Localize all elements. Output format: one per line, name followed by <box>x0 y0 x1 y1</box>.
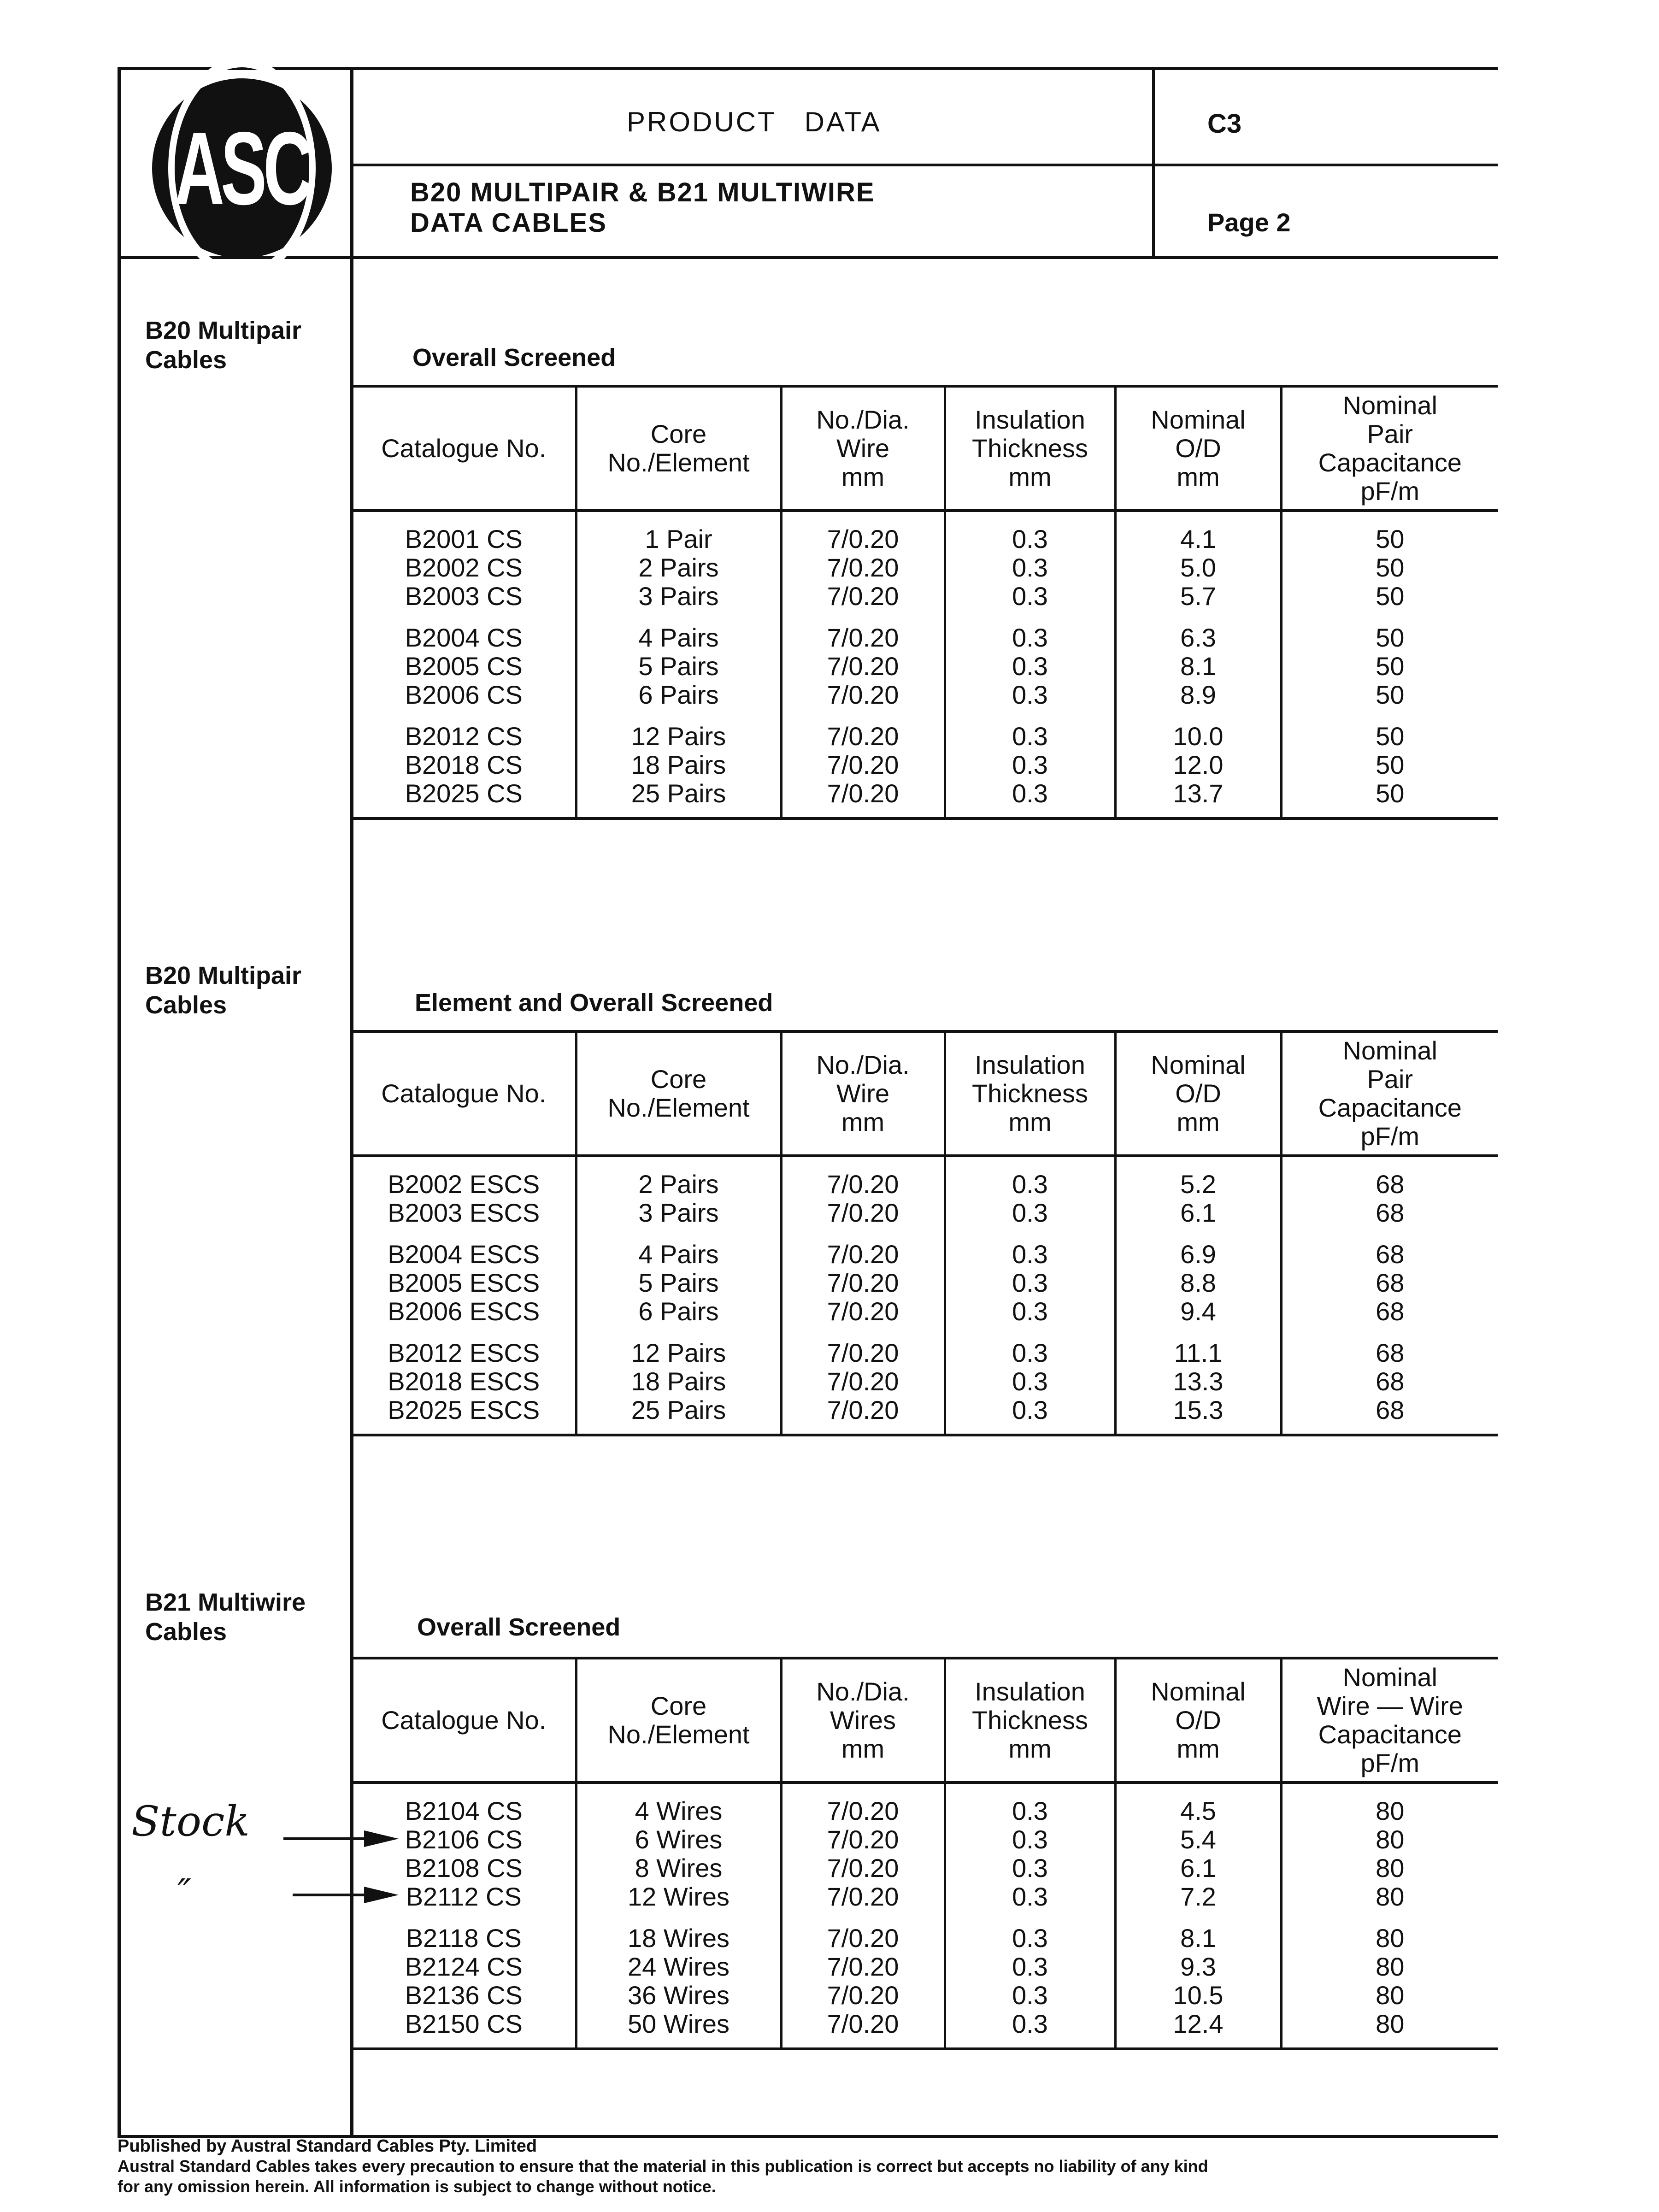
table-cell: 36 Wires <box>628 1981 729 2010</box>
table-cell: B2003 ESCS <box>388 1198 540 1227</box>
table-cell: 2 Pairs <box>638 553 719 582</box>
row-group <box>577 722 780 808</box>
table-cell: 0.3 <box>1012 1825 1048 1854</box>
section2-side-label <box>145 961 301 1020</box>
table-cell: 80 <box>1376 1924 1405 1953</box>
table-cell: 50 <box>1376 722 1405 751</box>
table-cell: 6 Pairs <box>638 1297 719 1326</box>
row-group <box>353 722 575 808</box>
row-group <box>1117 525 1280 611</box>
table-cell: 4 Pairs <box>638 1240 719 1269</box>
table-cell: 7/0.20 <box>827 1198 899 1227</box>
table-cell: 4 Pairs <box>638 623 719 652</box>
table-cell: 50 <box>1376 553 1405 582</box>
page-number: Page 2 <box>1207 208 1291 237</box>
table-cell: 50 <box>1376 750 1405 779</box>
row-group <box>1117 1240 1280 1326</box>
table-header-row <box>353 1658 1498 1783</box>
row-group <box>577 1339 780 1424</box>
table-cell: B2118 CS <box>406 1924 522 1953</box>
table-cell: 3 Pairs <box>638 1198 719 1227</box>
table-cell: 5.4 <box>1180 1825 1216 1854</box>
table-cell: 5 Pairs <box>638 652 719 681</box>
section1-side-label <box>145 316 301 375</box>
table-cell: 8.1 <box>1180 652 1216 681</box>
table-cell: B2003 CS <box>405 582 523 611</box>
column-header: Nominal O/D mm <box>1115 1658 1281 1783</box>
side-label-line1: B20 Multipair <box>145 962 302 989</box>
document-title: PRODUCT DATA <box>627 106 882 137</box>
column-header: Core No./Element <box>576 1658 781 1783</box>
asc-logo <box>152 78 332 258</box>
table-column-cell <box>1281 1783 1498 2049</box>
column-header: No./Dia. Wire mm <box>781 386 945 511</box>
row-group <box>782 1170 944 1227</box>
table-cell: 7/0.20 <box>827 1338 899 1367</box>
table-cell: 6 Pairs <box>638 680 719 709</box>
column-header: Nominal O/D mm <box>1115 386 1281 511</box>
table-cell: 2 Pairs <box>638 1170 719 1199</box>
table-cell: B2124 CS <box>405 1952 523 1981</box>
table-cell: 7/0.20 <box>827 1853 899 1883</box>
column-header: Catalogue No. <box>353 1658 576 1783</box>
table-cell: 6.1 <box>1180 1853 1216 1883</box>
table-column-cell <box>576 511 781 818</box>
table-cell: 0.3 <box>1012 1924 1048 1953</box>
row-group <box>946 722 1114 808</box>
table-cell: 7/0.20 <box>827 623 899 652</box>
table-cell: B2150 CS <box>405 2009 523 2038</box>
row-group <box>782 624 944 709</box>
table-cell: 0.3 <box>1012 1198 1048 1227</box>
table-cell: B2112 CS <box>406 1882 522 1911</box>
table-column-cell <box>1281 1156 1498 1435</box>
table-cell: 68 <box>1376 1268 1405 1297</box>
table-column-cell <box>1115 511 1281 818</box>
header-mid-rule <box>350 164 1498 166</box>
table-cell: 7/0.20 <box>827 1268 899 1297</box>
table-cell: 7/0.20 <box>827 524 899 553</box>
table-cell: 7.2 <box>1180 1882 1216 1911</box>
row-group <box>782 1339 944 1424</box>
section3-side-label <box>145 1588 306 1647</box>
table-cell: 7/0.20 <box>827 750 899 779</box>
table-cell: 68 <box>1376 1240 1405 1269</box>
table-cell: 7/0.20 <box>827 1981 899 2010</box>
table-cell: 7/0.20 <box>827 1825 899 1854</box>
table-cell: 0.3 <box>1012 1796 1048 1825</box>
table-cell: 0.3 <box>1012 750 1048 779</box>
table-cell: 7/0.20 <box>827 1367 899 1396</box>
row-group <box>1117 1339 1280 1424</box>
table-cell: 24 Wires <box>628 1952 729 1981</box>
row-group <box>1117 1924 1280 2038</box>
table-column-cell <box>945 1156 1115 1435</box>
table-cell: 7/0.20 <box>827 722 899 751</box>
table-cell: 3 Pairs <box>638 582 719 611</box>
table-column-cell <box>576 1783 781 2049</box>
column-header: Nominal Pair Capacitance pF/m <box>1281 1031 1498 1156</box>
arrow-icon <box>293 1881 399 1909</box>
column-header: No./Dia. Wires mm <box>781 1658 945 1783</box>
table-cell: 0.3 <box>1012 2009 1048 2038</box>
subtitle-line1: B20 MULTIPAIR & B21 MULTIWIRE <box>410 177 875 207</box>
table-cell: 6.3 <box>1180 623 1216 652</box>
table-cell: 12 Pairs <box>631 722 726 751</box>
table-cell: 0.3 <box>1012 652 1048 681</box>
table-cell: 0.3 <box>1012 1297 1048 1326</box>
table-cell: 18 Wires <box>628 1924 729 1953</box>
table-cell: 7/0.20 <box>827 652 899 681</box>
row-group <box>577 624 780 709</box>
row-group <box>1282 1240 1498 1326</box>
table-cell: 80 <box>1376 1882 1405 1911</box>
table-cell: 8.9 <box>1180 680 1216 709</box>
table-column-cell <box>353 1783 576 2049</box>
table-column-cell <box>781 511 945 818</box>
row-group <box>1117 722 1280 808</box>
table-cell: 68 <box>1376 1198 1405 1227</box>
row-group <box>577 1240 780 1326</box>
table-cell: 68 <box>1376 1170 1405 1199</box>
table-cell: 15.3 <box>1173 1395 1224 1424</box>
table-cell: 12.4 <box>1173 2009 1224 2038</box>
table-cell: 0.3 <box>1012 1338 1048 1367</box>
table-cell: 80 <box>1376 2009 1405 2038</box>
row-group <box>1282 722 1498 808</box>
table-cell: 7/0.20 <box>827 1395 899 1424</box>
row-group <box>1282 1339 1498 1424</box>
table-cell: 7/0.20 <box>827 680 899 709</box>
table-cell: 50 <box>1376 582 1405 611</box>
row-group <box>577 1797 780 1911</box>
table-cell: 4.5 <box>1180 1796 1216 1825</box>
table-cell: 7/0.20 <box>827 1297 899 1326</box>
table-cell: 4 Wires <box>635 1796 723 1825</box>
table-cell: 68 <box>1376 1367 1405 1396</box>
table-row <box>353 1783 1498 2049</box>
table-cell: B2002 CS <box>405 553 523 582</box>
column-header: Catalogue No. <box>353 1031 576 1156</box>
table-cell: 10.0 <box>1173 722 1224 751</box>
table-cell: 18 Pairs <box>631 1367 726 1396</box>
table-row <box>353 1156 1498 1435</box>
footer-disclaimer-line2: for any omission herein. All information is subject to change without notice. <box>118 2177 716 2196</box>
table-cell: B2106 CS <box>405 1825 523 1854</box>
row-group <box>1282 1924 1498 2038</box>
row-group <box>946 525 1114 611</box>
row-group <box>353 1240 575 1326</box>
table-header-row <box>353 386 1498 511</box>
table-cell: 50 <box>1376 652 1405 681</box>
table-cell: 0.3 <box>1012 1981 1048 2010</box>
section3-table <box>353 1657 1498 2050</box>
table-cell: 80 <box>1376 1853 1405 1883</box>
table-cell: 80 <box>1376 1952 1405 1981</box>
table-cell: 0.3 <box>1012 1268 1048 1297</box>
table-cell: 50 Wires <box>628 2009 729 2038</box>
table-cell: 0.3 <box>1012 582 1048 611</box>
header-bottom-rule <box>118 256 1498 259</box>
table-cell: 0.3 <box>1012 1882 1048 1911</box>
table-column-cell <box>353 1156 576 1435</box>
column-header: Insulation Thickness mm <box>945 1031 1115 1156</box>
row-group <box>946 1170 1114 1227</box>
row-group <box>1117 1170 1280 1227</box>
row-group <box>1282 1170 1498 1227</box>
table-cell: 13.3 <box>1173 1367 1224 1396</box>
row-group <box>353 1339 575 1424</box>
table-cell: 7/0.20 <box>827 1882 899 1911</box>
table-cell: 68 <box>1376 1338 1405 1367</box>
row-group <box>1282 624 1498 709</box>
table-cell: 10.5 <box>1173 1981 1224 2010</box>
table-cell: 25 Pairs <box>631 1395 726 1424</box>
row-group <box>577 1924 780 2038</box>
table-column-cell <box>1115 1156 1281 1435</box>
table-column-cell <box>945 511 1115 818</box>
row-group <box>946 1339 1114 1424</box>
row-group <box>946 1240 1114 1326</box>
table-cell: B2012 ESCS <box>388 1338 540 1367</box>
table-cell: 80 <box>1376 1981 1405 2010</box>
table-cell: 5.2 <box>1180 1170 1216 1199</box>
row-group <box>577 525 780 611</box>
table-cell: 8.8 <box>1180 1268 1216 1297</box>
table-cell: 11.1 <box>1174 1338 1223 1367</box>
table-cell: 12 Pairs <box>631 1338 726 1367</box>
table-cell: 0.3 <box>1012 1367 1048 1396</box>
row-group <box>782 1240 944 1326</box>
table-cell: 7/0.20 <box>827 2009 899 2038</box>
side-label-line2: Cables <box>145 991 227 1019</box>
row-group <box>782 1797 944 1911</box>
table-column-cell <box>945 1783 1115 2049</box>
table-cell: B2006 ESCS <box>388 1297 540 1326</box>
row-group <box>1282 1797 1498 1911</box>
table-cell: 7/0.20 <box>827 1924 899 1953</box>
table-cell: 0.3 <box>1012 524 1048 553</box>
column-header: Catalogue No. <box>353 386 576 511</box>
side-label-line2: Cables <box>145 346 227 374</box>
table-cell: B2025 ESCS <box>388 1395 540 1424</box>
table-cell: B2004 CS <box>405 623 523 652</box>
column-header: Core No./Element <box>576 1031 781 1156</box>
table-cell: B2136 CS <box>405 1981 523 2010</box>
subtitle-line2: DATA CABLES <box>410 208 607 238</box>
column-header: Nominal Wire — Wire Capacitance pF/m <box>1281 1658 1498 1783</box>
column-header: Insulation Thickness mm <box>945 386 1115 511</box>
row-group <box>1282 525 1498 611</box>
table-cell: 8.1 <box>1180 1924 1216 1953</box>
table-cell: 5.7 <box>1180 582 1216 611</box>
table-cell: 7/0.20 <box>827 1240 899 1269</box>
table-cell: 6 Wires <box>635 1825 723 1854</box>
table-cell: 0.3 <box>1012 1853 1048 1883</box>
table-cell: B2005 CS <box>405 652 523 681</box>
table-cell: 12 Wires <box>628 1882 729 1911</box>
footer-publisher: Published by Austral Standard Cables Pty. Limited <box>118 2136 537 2156</box>
row-group <box>946 1924 1114 2038</box>
table-row <box>353 511 1498 818</box>
table-cell: 7/0.20 <box>827 553 899 582</box>
row-group <box>1117 1797 1280 1911</box>
table-cell: 7/0.20 <box>827 1170 899 1199</box>
row-group <box>353 624 575 709</box>
table-cell: 5.0 <box>1180 553 1216 582</box>
row-group <box>353 1924 575 2038</box>
table-cell: 8 Wires <box>635 1853 723 1883</box>
table-cell: 7/0.20 <box>827 1952 899 1981</box>
arrow-icon <box>283 1825 399 1853</box>
table-column-cell <box>781 1783 945 2049</box>
handwritten-stock-note: Stock <box>131 1797 250 1846</box>
table-cell: B2002 ESCS <box>388 1170 540 1199</box>
table-column-cell <box>1115 1783 1281 2049</box>
row-group <box>782 1924 944 2038</box>
table-cell: B2108 CS <box>405 1853 523 1883</box>
table-cell: B2005 ESCS <box>388 1268 540 1297</box>
table-cell: 0.3 <box>1012 1170 1048 1199</box>
table-cell: 50 <box>1376 779 1405 808</box>
table-cell: B2018 ESCS <box>388 1367 540 1396</box>
table-cell: B2004 ESCS <box>388 1240 540 1269</box>
table-cell: 50 <box>1376 623 1405 652</box>
table-cell: 4.1 <box>1180 524 1216 553</box>
table-cell: 7/0.20 <box>827 779 899 808</box>
row-group <box>946 1797 1114 1911</box>
table-cell: 0.3 <box>1012 722 1048 751</box>
table-cell: 0.3 <box>1012 1952 1048 1981</box>
table-cell: 1 Pair <box>645 524 712 553</box>
side-label-line1: B20 Multipair <box>145 317 302 344</box>
column-header: Nominal O/D mm <box>1115 1031 1281 1156</box>
table-cell: 6.1 <box>1180 1198 1216 1227</box>
table-cell: 7/0.20 <box>827 1796 899 1825</box>
row-group <box>1117 624 1280 709</box>
section1-title: Overall Screened <box>412 344 616 371</box>
table-cell: 0.3 <box>1012 623 1048 652</box>
table-cell: 68 <box>1376 1395 1405 1424</box>
column-header: Nominal Pair Capacitance pF/m <box>1281 386 1498 511</box>
table-column-cell <box>353 511 576 818</box>
table-cell: 80 <box>1376 1796 1405 1825</box>
table-cell: 9.4 <box>1180 1297 1216 1326</box>
table-cell: 25 Pairs <box>631 779 726 808</box>
section2-table <box>353 1030 1498 1436</box>
row-group <box>946 624 1114 709</box>
row-group <box>782 722 944 808</box>
column-header: Insulation Thickness mm <box>945 1658 1115 1783</box>
table-cell: 0.3 <box>1012 779 1048 808</box>
table-cell: 5 Pairs <box>638 1268 719 1297</box>
header-code-divider <box>1152 67 1155 258</box>
table-cell: 18 Pairs <box>631 750 726 779</box>
table-cell: 13.7 <box>1173 779 1224 808</box>
document-subtitle <box>410 177 875 238</box>
table-column-cell <box>1281 511 1498 818</box>
table-cell: 80 <box>1376 1825 1405 1854</box>
table-cell: 0.3 <box>1012 1240 1048 1269</box>
table-cell: 12.0 <box>1173 750 1224 779</box>
footer-disclaimer-line1: Austral Standard Cables takes every precaution to ensure that the material in this publication is correct but accepts no liability of any kind <box>118 2157 1208 2176</box>
column-header: Core No./Element <box>576 386 781 511</box>
row-group <box>782 525 944 611</box>
row-group <box>353 525 575 611</box>
handwritten-ditto-mark: ″ <box>177 1871 191 1914</box>
section3-title: Overall Screened <box>417 1613 621 1641</box>
side-label-line2: Cables <box>145 1618 227 1646</box>
table-cell: 9.3 <box>1180 1952 1216 1981</box>
table-column-cell <box>576 1156 781 1435</box>
table-cell: B2006 CS <box>405 680 523 709</box>
table-cell: 0.3 <box>1012 1395 1048 1424</box>
table-cell: 0.3 <box>1012 553 1048 582</box>
table-cell: B2025 CS <box>405 779 523 808</box>
table-cell: 50 <box>1376 524 1405 553</box>
table-header-row <box>353 1031 1498 1156</box>
table-cell: B2104 CS <box>405 1796 523 1825</box>
section2-title: Element and Overall Screened <box>415 989 773 1017</box>
table-cell: 68 <box>1376 1297 1405 1326</box>
document-code: C3 <box>1207 109 1242 139</box>
row-group <box>577 1170 780 1227</box>
publication-footer <box>118 2136 1208 2197</box>
side-label-line1: B21 Multiwire <box>145 1588 306 1616</box>
table-cell: B2001 CS <box>405 524 523 553</box>
table-cell: 0.3 <box>1012 680 1048 709</box>
table-cell: 7/0.20 <box>827 582 899 611</box>
table-cell: B2012 CS <box>405 722 523 751</box>
asc-logo-lettering: ASC <box>168 58 316 279</box>
table-cell: B2018 CS <box>405 750 523 779</box>
section1-table <box>353 385 1498 820</box>
column-header: No./Dia. Wire mm <box>781 1031 945 1156</box>
table-column-cell <box>781 1156 945 1435</box>
table-cell: 50 <box>1376 680 1405 709</box>
row-group <box>353 1170 575 1227</box>
table-cell: 6.9 <box>1180 1240 1216 1269</box>
